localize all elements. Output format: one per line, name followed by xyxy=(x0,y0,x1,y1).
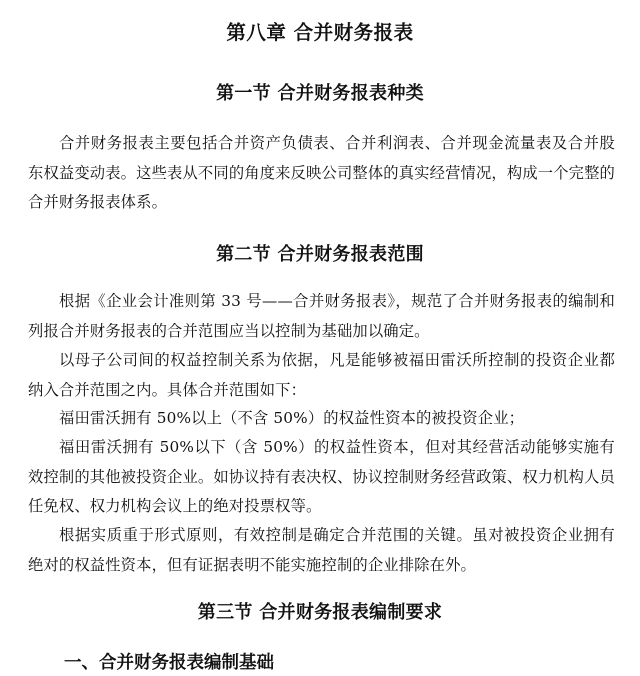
section-2-paragraph-4: 福田雷沃拥有 50%以下（含 50%）的权益性资本，但对其经营活动能够实施有效控制的其他被投资企业。如协议持有表决权、协议控制财务经营政策、权力机构人员任免权、权力机构会议上的绝对投票权等。 xyxy=(28,438,615,515)
section-2-paragraph-3: 福田雷沃拥有 50%以上（不含 50%）的权益性资本的被投资企业； xyxy=(59,409,525,427)
section-3-title: 第三节 合并财务报表编制要求 xyxy=(197,602,443,623)
section-2-paragraph-2: 以母子公司间的权益控制关系为依据，凡是能够被福田雷沃所控制的投资企业都纳入合并范围之内。具体合并范围如下： xyxy=(28,351,615,399)
section-2-title: 第二节 合并财务报表范围 xyxy=(216,244,424,265)
section-1-title: 第一节 合并财务报表种类 xyxy=(216,83,424,104)
section-1-paragraph: 合并财务报表主要包括合并资产负债表、合并利润表、合并现金流量表及合并股东权益变动表。这些表从不同的角度来反映公司整体的真实经营情况，构成一个完整的合并财务报表体系。 xyxy=(28,134,615,211)
section-3-subheading: 一、合并财务报表编制基础 xyxy=(64,653,274,673)
section-2-paragraph-5: 根据实质重于形式原则，有效控制是确定合并范围的关键。虽对被投资企业拥有绝对的权益性资本，但有证据表明不能实施控制的企业排除在外。 xyxy=(28,526,615,574)
section-2-paragraph-1: 根据《企业会计准则第 33 号——合并财务报表》，规范了合并财务报表的编制和列报合并财务报表的合并范围应当以控制为基础加以确定。 xyxy=(28,292,615,340)
chapter-title: 第八章 合并财务报表 xyxy=(226,21,414,44)
